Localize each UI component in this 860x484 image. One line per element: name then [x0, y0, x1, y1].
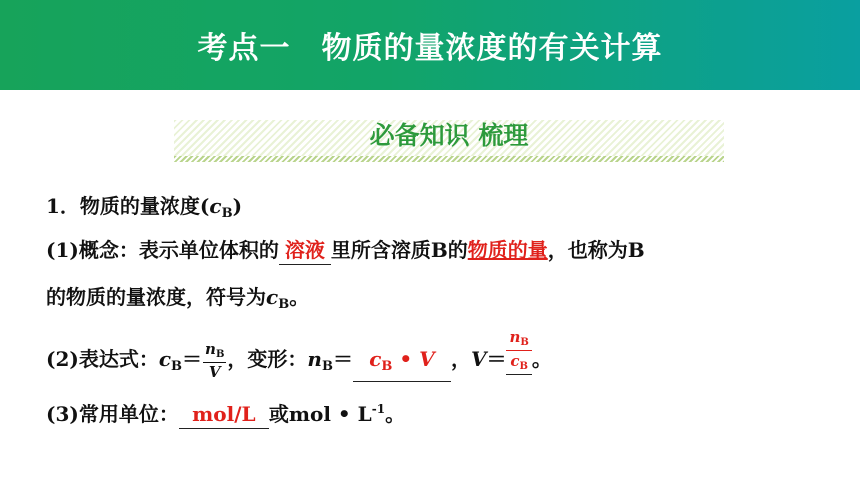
expr-n: n	[307, 347, 322, 371]
expr-transform: ，变形：	[227, 347, 308, 371]
expr-c-sub: B	[171, 359, 183, 374]
concept-line2-end: 。	[289, 285, 310, 309]
item-2-line-1	[46, 236, 645, 265]
expr-v: V	[470, 347, 487, 371]
blank-product-c: c	[369, 347, 382, 371]
blank-fraction-denominator	[506, 351, 531, 375]
blank-frac-n: n	[509, 328, 521, 346]
expression-prefix: (2)表达式：	[46, 347, 159, 371]
blank-product-v: V	[419, 347, 435, 371]
units-prefix: (3)常用单位：	[46, 402, 179, 426]
expr-end: 。	[531, 347, 552, 371]
blank-unit	[179, 400, 269, 429]
concept-middle: 里所含溶质B的	[330, 238, 468, 262]
blank-frac-c: c	[510, 352, 520, 370]
item-2-line-2	[46, 283, 309, 319]
blank-amount-answer: 物质的量	[467, 238, 548, 262]
expr-frac-n-sub: B	[215, 348, 225, 360]
blank-frac-c-sub: B	[519, 361, 528, 372]
expr-fraction-numerator	[203, 339, 226, 363]
section-banner	[174, 112, 724, 164]
concept-suffix: ，也称为B	[547, 238, 645, 262]
blank-unit-answer: mol/L	[192, 402, 256, 426]
blank-fraction-numerator	[506, 330, 531, 351]
concept-symbol-sub: B	[278, 297, 290, 312]
expr-frac-n: n	[205, 339, 216, 358]
units-suffix: 或mol • L	[268, 402, 372, 426]
concept-line2-prefix: 的物质的量浓度，符号为	[46, 285, 266, 309]
page-title: 考点一 物质的量浓度的有关计算	[197, 31, 663, 66]
expr-equals: ＝	[182, 347, 203, 371]
blank-product	[353, 345, 451, 382]
blank-product-c-sub: B	[381, 359, 393, 374]
expr-fraction-denominator	[203, 363, 226, 380]
expr-comma: ，	[450, 347, 471, 371]
concept-prefix: (1)概念：表示单位体积的	[46, 238, 279, 262]
units-end: 。	[385, 402, 406, 426]
title-bar	[0, 0, 860, 90]
item-1-symbol-sub: B	[221, 206, 233, 221]
blank-frac-n-sub: B	[520, 337, 529, 348]
blank-fraction	[506, 330, 531, 375]
blank-product-answer	[369, 347, 435, 374]
item-4-units	[46, 395, 405, 429]
blank-product-dot: •	[392, 347, 420, 371]
item-1-symbol-c: c	[209, 194, 222, 218]
expr-n-sub: B	[321, 359, 333, 374]
concept-symbol-c: c	[266, 285, 279, 309]
expr-frac-v: V	[208, 362, 221, 381]
item-1-close: )	[232, 194, 243, 218]
item-1-heading	[46, 192, 242, 228]
banner-underline	[174, 156, 724, 162]
expr-equals-2: ＝	[332, 347, 353, 371]
banner-label: 必备知识 梳理	[369, 121, 529, 150]
expr-fraction	[203, 339, 226, 381]
item-3-expression	[46, 328, 552, 383]
expr-c: c	[158, 347, 172, 371]
units-sup: -1	[371, 402, 386, 416]
expr-equals-3: ＝	[486, 347, 507, 371]
blank-solution	[279, 236, 331, 265]
item-1-text: 1．物质的量浓度(	[46, 194, 210, 218]
blank-solution-answer: 溶液	[284, 238, 325, 262]
